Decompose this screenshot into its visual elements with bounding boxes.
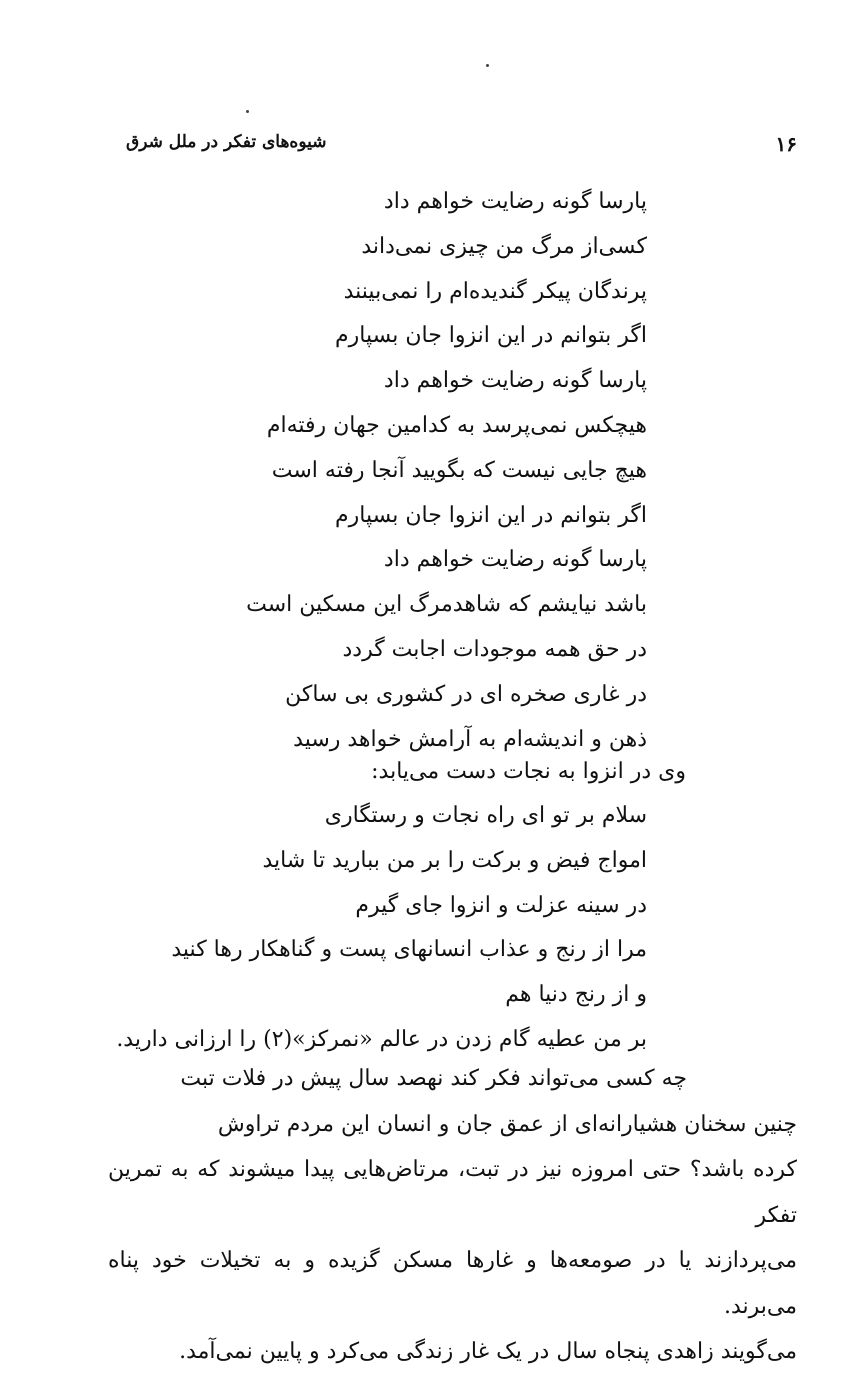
prose-line: چه کسی می‌تواند فکر کند نهصد سال پیش در فلات تبت <box>180 1066 687 1091</box>
prose-line: کرده باشد؟ حتی امروزه نیز در تبت، مرتاض‌هایی پیدا میشوند که به تمرین تفکر <box>108 1157 797 1228</box>
prose-paragraph <box>108 1056 797 1375</box>
page-header <box>0 128 859 158</box>
poem-line: هیچکس نمی‌پرسد به کدامین جهان رفته‌ام <box>266 412 647 438</box>
poem-line: و از رنج دنیا هم <box>505 982 647 1008</box>
prose-line: می‌پردازند یا در صومعه‌ها و غارها مسکن گزیده و به تخیلات خود پناه می‌برند. <box>108 1248 797 1319</box>
poem-line: اگر بتوانم در این انزوا جان بسپارم <box>335 323 647 349</box>
poem-line: ذهن و اندیشه‌ام به آرامش خواهد رسید <box>293 726 647 752</box>
poem-line: کسی‌از مرگ من چیزی نمی‌داند <box>361 233 647 259</box>
poem-part-2 <box>116 794 647 1063</box>
scan-speck <box>486 64 489 67</box>
poem-intro-line: وی در انزوا به نجات دست می‌یابد: <box>371 759 686 784</box>
poem-line: امواج فیض و برکت را بر من ببارید تا شاید <box>262 847 647 873</box>
running-title: شیوه‌های تفکر در ملل شرق <box>126 132 327 152</box>
poem-line: بر من عطیه گام زدن در عالم «نمرکز»(۲) را ارزانی دارید. <box>116 1026 647 1052</box>
poem-line: مرا از رنج و عذاب انسانهای پست و گناهکار رها کنید <box>171 937 647 963</box>
poem-line: در سینه عزلت و انزوا جای گیرم <box>355 892 647 918</box>
poem-line: اگر بتوانم در این انزوا جان بسپارم <box>335 502 647 528</box>
poem-line: پارسا گونه رضایت خواهم داد <box>383 368 647 394</box>
poem-line: در غاری صخره ای در کشوری بی ساکن <box>285 681 647 707</box>
poem-line: پارسا گونه رضایت خواهم داد <box>383 189 647 214</box>
poem-part-1 <box>187 180 647 762</box>
poem-line: سلام بر تو ای راه نجات و رستگاری <box>324 803 647 828</box>
page-number: ۱۶ <box>775 132 797 156</box>
poem-line: هیچ جایی نیست که بگویید آنجا رفته است <box>271 457 647 483</box>
poem-line: پارسا گونه رضایت خواهم داد <box>383 547 647 573</box>
prose-line: می‌گویند زاهدی پنجاه سال در یک غار زندگی می‌کرد و پایین نمی‌آمد. <box>179 1339 797 1364</box>
poem-line: پرندگان پیکر گندیده‌ام را نمی‌بینند <box>343 278 647 304</box>
prose-line: چنین سخنان هشیارانه‌ای از عمق جان و انسان این مردم تراوش <box>217 1111 797 1137</box>
poem-line: باشد نیایشم که شاهدمرگ این مسکین است <box>246 592 647 618</box>
scan-speck <box>246 110 249 113</box>
poem-line: در حق همه موجودات اجابت گردد <box>342 636 647 662</box>
